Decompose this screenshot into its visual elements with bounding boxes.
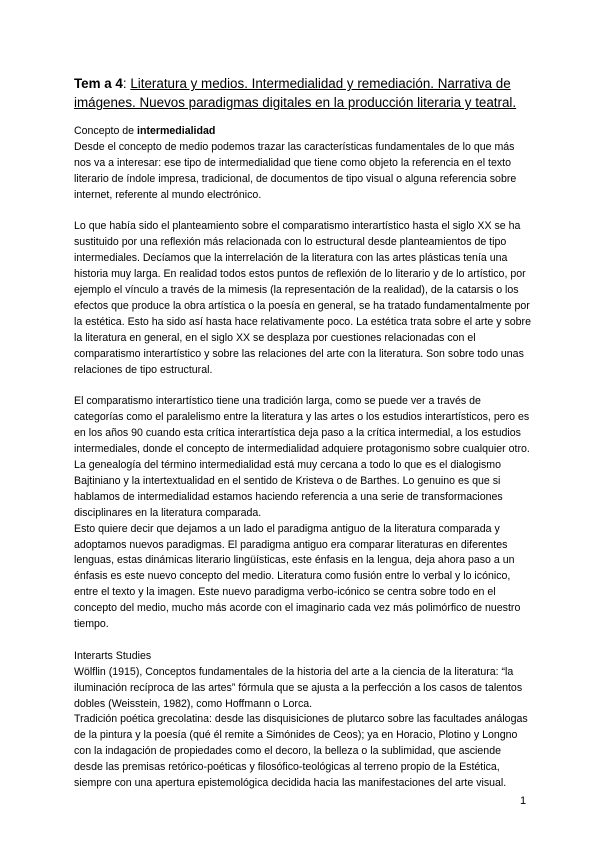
- section-heading-interarts: Interarts Studies: [74, 649, 152, 662]
- title-prefix: Tem a 4: [74, 76, 123, 91]
- page-number: 1: [520, 795, 527, 807]
- paragraph: Lo que había sido el planteamiento sobre el comparatismo interartístico hasta el siglo XX se ha sustituido por una reflexión más relacionada con lo estructural desde planteamientos de tipo intermediales. Decíamos que la interrelación de la literatura con las artes plásticas tenía una historia muy larga. En realidad todos estos puntos de reflexión de lo literario y de lo artístico, por ejemplo el vínculo a través de la mimesis (la representación de la realidad), de la catarsis o los efectos que produce la obra artística o la poesía en general, se ha tratado fundamentalmente por la estética. Esto ha sido así hasta hace relativamente poco. La estética trata sobre el arte y sobre la literatura en general, en el siglo XX se desplaza por cuestiones relacionadas con el comparatismo interartístico y sobre las relaciones del arte con la literatura. Son sobre todo unas relaciones de tipo estructural.: [74, 220, 531, 376]
- paragraph: Esto quiere decir que dejamos a un lado el paradigma antiguo de la literatura comparada y adoptamos nuevos paradigmas. El paradigma antiguo era comparar literaturas en diferentes lenguas, estas dinámicas literario lingüísticas, este énfasis en la lengua, deja ahora paso a un énfasis es este nuevo concepto del medio. Literatura como fusión entre lo verbal y lo icónico, entre el texto y la imagen. Este nuevo paradigma verbo-icónico se centra sobre todo en el concepto del medio, mucho más acorde con el imaginario cada vez más polimórfico de nuestro tiempo.: [74, 522, 521, 631]
- paragraph: Wölflin (1915), Conceptos fundamentales de la historia del arte a la ciencia de la literatura: “la iluminación recíproca de las artes” fórmula que se ajusta a la perfección a los casos de talentos dobles (Weisstein, 1982), como Hoffmann o Lorca.: [74, 665, 523, 710]
- paragraph-gap: [74, 204, 532, 220]
- paragraph: Tradición poética grecolatina: desde las disquisiciones de plutarco sobre las facultades análogas de la pintura y la poesía (qué él remite a Simónides de Ceos); ya en Horacio, Plotino y Longno con la indagación de propiedades como el decoro, la belleza o la sublimidad, que asciende desde las premisas retórico-poéticas y filosófico-teológicas al terreno propio de la Estética, siempre con una apertura epistemológica decidida hacia las manifestaciones del arte visual.: [74, 713, 528, 790]
- heading-bold: intermedialidad: [137, 125, 216, 137]
- paragraph-gap: [74, 633, 532, 649]
- title-separator: :: [122, 76, 131, 91]
- paragraph: Desde el concepto de medio podemos trazar las características fundamentales de lo que más nos va a interesar: ese tipo de intermedialidad que tiene como objeto la referencia en el texto literario de índole impresa, tradicional, de documentos de tipo visual o alguna referencia sobre internet, referente al mundo electrónico.: [74, 140, 517, 201]
- document-body: [74, 124, 532, 792]
- title-text: Literatura y medios. Intermedialidad y remediación. Narrativa de imágenes. Nuevos paradigmas digitales en la producción literaria y teatral.: [74, 76, 517, 110]
- document-title: [74, 74, 534, 112]
- paragraph-gap: [74, 378, 532, 394]
- section-heading-intermedialidad: [74, 124, 532, 140]
- paragraph: El comparatismo interartístico tiene una tradición larga, como se puede ver a través de categorías como el paralelismo entre la literatura y las artes o los estudios interartísticos, pero es en los años 90 cuando esta crítica interartística deja paso a la crítica intermedial, a los estudios intermediales, donde el concepto de intermedialidad adquiere protagonismo sobre cualquier otro. La genealogía del término intermedialidad está muy cercana a todo lo que es el dialogismo Bajtiniano y la intertextualidad en el sentido de Kristeva o de Barthes. Lo genuino es que si hablamos de intermedialidad estamos haciendo referencia a una serie de transformaciones disciplinares en la literatura comparada.: [74, 395, 530, 519]
- heading-prefix: Concepto de: [74, 125, 138, 137]
